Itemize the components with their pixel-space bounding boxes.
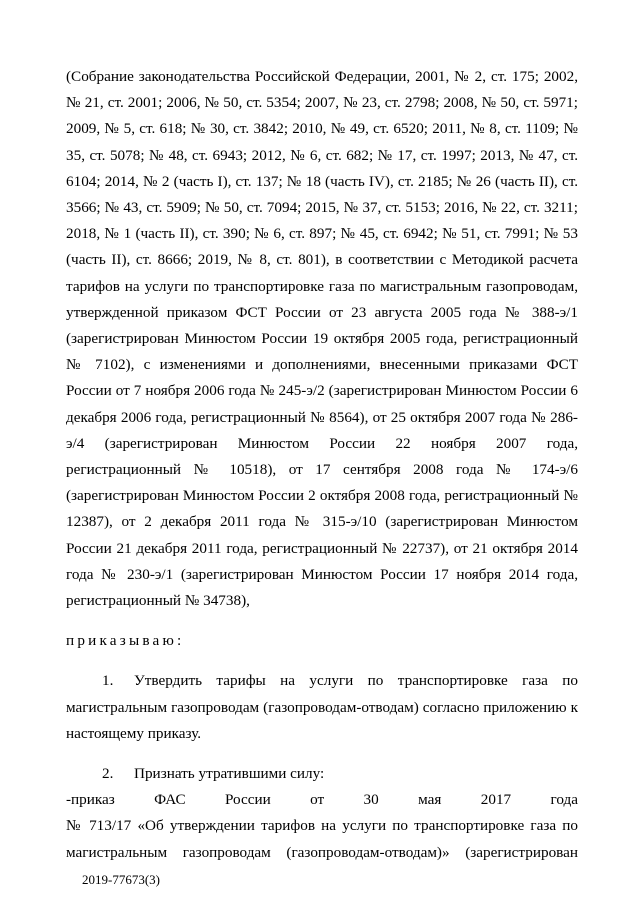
repealed-order-continuation: № 713/17 «Об утверждении тарифов на услуги по транспортировке газа по магистральным газопроводам (газопроводам-отводам)» (зарегистрирован (66, 817, 578, 861)
list-item-number: 2. (102, 765, 114, 783)
list-item-number: 1. (102, 672, 114, 690)
list-item-text: Признать утратившими силу: (134, 765, 325, 783)
list-item-2 (66, 761, 578, 787)
list-item-1 (66, 668, 578, 747)
repealed-order-line: -приказ ФАС России от 30 мая 2017 года (66, 791, 578, 809)
list-item-text: Утвердить тарифы на услуги по транспортировке газа по магистральным газопроводам (газопроводам-отводам) согласно приложению к настоящему приказу. (66, 672, 578, 742)
main-paragraph: (Собрание законодательства Российской Федерации, 2001, № 2, ст. 175; 2002, № 21, ст. 2001; 2006, № 50, ст. 5354; 2007, № 23, ст. 2798; 2008, № 50, ст. 5971; 2009, № 5, ст. 618; № 30, ст. 3842; 2010, № 49, ст. 6520; 2011, № 8, ст. 1109; № 35, ст. 5078; № 48, ст. 6943; 2012, № 6, ст. 682; № 17, ст. 1997; 2013, № 47, ст. 6104; 2014, № 2 (часть I), ст. 137; № 18 (часть IV), ст. 2185; № 26 (часть II), ст. 3566; № 43, ст. 5909; № 50, ст. 7094; 2015, № 37, ст. 5153; 2016, № 22, ст. 3211; 2018, № 1 (часть II), ст. 390; № 6, ст. 897; № 45, ст. 6942; № 51, ст. 7991; № 53 (часть II), ст. 8666; 2019, № 8, ст. 801), в соответствии с Методикой расчета тарифов на услуги по транспортировке газа по магистральным газопроводам, утвержденной приказом ФСТ России от 23 августа 2005 года № 388-э/1 (зарегистрирован Минюстом России 19 октября 2005 года, регистрационный № 7102), с изменениями и дополнениями, внесенными приказами ФСТ России от 7 ноября 2006 года № 245-э/2 (зарегистрирован Минюстом России 6 декабря 2006 года, регистрационный № 8564), от 25 октября 2007 года № 286-э/4 (зарегистрирован Минюстом России 22 ноября 2007 года, регистрационный № 10518), от 17 сентября 2008 года № 174-э/6 (зарегистрирован Минюстом России 2 октября 2008 года, регистрационный № 12387), от 2 декабря 2011 года № 315-э/10 (зарегистрирован Минюстом России 21 декабря 2011 года, регистрационный № 22737), от 21 октября 2014 года № 230-э/1 (зарегистрирован Минюстом России 17 ноября 2014 года, регистрационный № 34738), (66, 68, 578, 610)
decree-word: приказываю: (66, 632, 185, 650)
document-body (66, 64, 578, 866)
document-code: 2019-77673(3) (82, 872, 160, 887)
